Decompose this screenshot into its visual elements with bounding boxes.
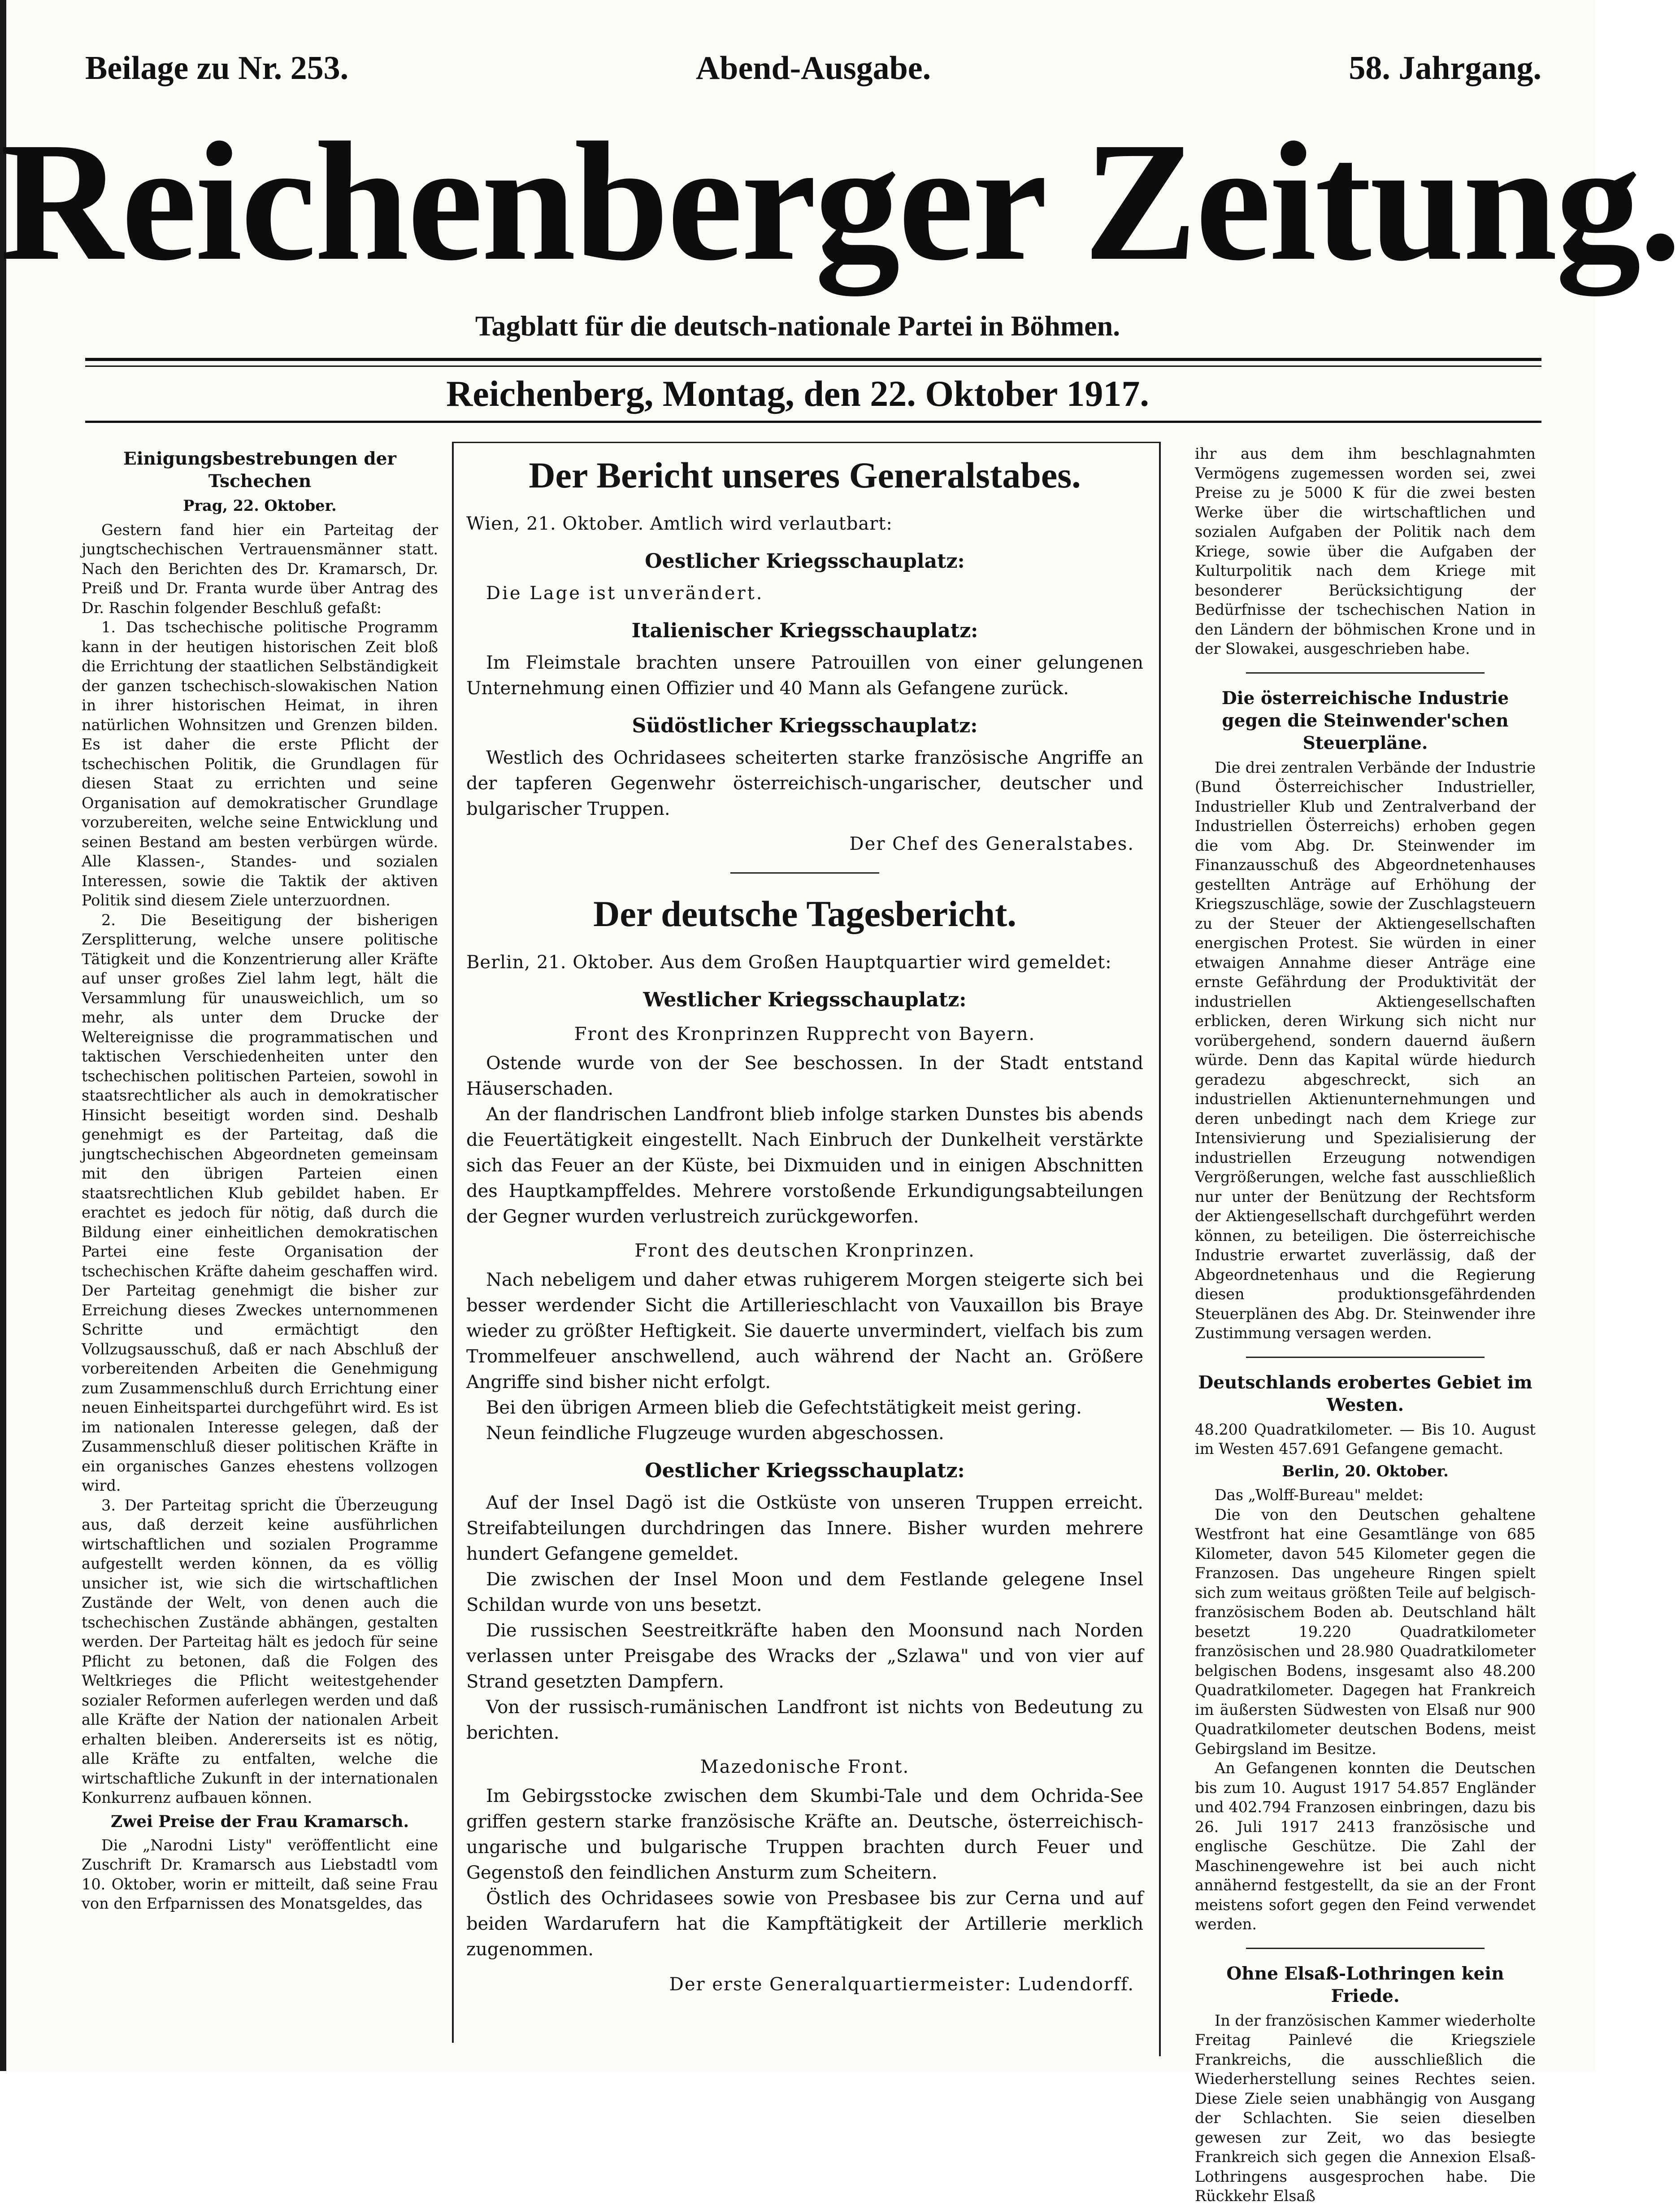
dateline: Reichenberg, Montag, den 22. Oktober 1917.	[446, 373, 1149, 414]
newspaper-title: Reichenberger Zeitung.	[0, 107, 1680, 296]
edition-label: Abend-Ausgabe.	[695, 50, 931, 87]
report-paragraph: Die russischen Seestreitkräfte haben den Moonsund nach Norden verlassen unter Preisgabe des Wracks der „Szlawa" und von vier auf Strand gesetzten Dampfern.	[466, 1620, 1143, 1692]
report-paragraph: Westlich des Ochridasees scheiterten starke französische Angriffe an der tapferen Gegenwehr österreichisch-ungarischer, deutscher und bulgarischer Truppen.	[466, 748, 1143, 819]
article-paragraph: In der französischen Kammer wiederholte Freitag Painlevé die Kriegsziele Frankreichs, die ausschließlich die Wiederherstellung seines Rechtes seien. Diese Ziele seien unabhängig von Ausgang der Schlachten. Sie seien dieselben gewesen zur Zeit, wo das besiegte Frankreich sich gegen die Annexion Elsaß-Lothringens ausgesprochen habe. Die Rückkehr Elsaß	[1195, 2011, 1536, 2205]
masthead-rule	[85, 365, 1541, 367]
article-headline: Deutschlands erobertes Gebiet im Westen.	[1198, 1372, 1532, 1415]
theater-heading: Westlicher Kriegsschauplatz:	[643, 988, 967, 1011]
front-heading: Front des Kronprinzen Rupprecht von Bayern.	[574, 1023, 1036, 1044]
report-paragraph: Die Lage ist unverändert.	[486, 583, 764, 604]
article-paragraph: Das „Wolff-Bureau" meldet:	[1215, 1486, 1424, 1504]
report-paragraph: Östlich des Ochridasees sowie von Presbasee bis zur Cerna und auf beiden Wardarufern hat die Kampftätigkeit der Artillerie merklich zugenommen.	[466, 1888, 1143, 1960]
report-dateline: Wien, 21. Oktober. Amtlich wird verlautbart:	[466, 513, 893, 534]
report-paragraph: Ostende wurde von der See beschossen. In der Stadt entstand Häuserschaden.	[466, 1053, 1143, 1099]
report-headline: Der Bericht unseres Generalstabes.	[529, 455, 1081, 496]
column-divider	[1159, 442, 1161, 2056]
theater-heading: Oestlicher Kriegsschauplatz:	[645, 1459, 965, 1482]
report-paragraph: Auf der Insel Dagö ist die Ostküste von unseren Truppen erreicht. Streifabteilungen durchdringen das Innere. Bisher wurden mehrere hundert Gefangene gemeldet.	[466, 1492, 1143, 1564]
volume-label: 58. Jahrgang.	[1349, 50, 1541, 87]
section-separator	[730, 872, 879, 874]
dateline-rule	[85, 421, 1541, 423]
center-box-rule	[454, 442, 1159, 443]
report-paragraph: Nach nebeligem und daher etwas ruhigerem Morgen steigerte sich bei besser werdender Sicht die Artillerieschlacht von Vauxaillon bis Braye wieder zu größter Heftigkeit. Sie dauerte unvermindert, vielfach bis zum Trommelfeuer anschwellend, auch während der Nacht an. Größere Angriffe sind bisher nicht erfolgt.	[466, 1269, 1143, 1392]
report-signature: Der Chef des Generalstabes.	[849, 834, 1134, 854]
theater-heading: Oestlicher Kriegsschauplatz:	[645, 550, 965, 573]
section-separator	[1246, 672, 1485, 674]
article-paragraph: Die drei zentralen Verbände der Industrie (Bund Österreichischer Industrieller, Industrieller Klub und Zentralverband der Industriellen Österreichs) erhoben gegen die vom Abg. Dr. Steinwender im Finanzausschuß des Abgeordnetenhauses gestellten Anträge auf Erhöhung der Kriegszuschläge, sowie der Zuschlagsteuern zu der Steuer der Aktiengesellschaften energischen Protest. Sie würden in einer etwaigen Annahme dieser Anträge eine ernste Gefährdung der Produktivität der industriellen Aktiengesellschaften erblicken, deren Wirkung sich nicht nur vorübergehend, sondern dauernd äußern würde. Denn das Kapital würde hiedurch geradezu abgeschreckt, sich an industriellen Aktienunternehmungen und deren unbedingt nach dem Kriege zur Intensivierung und Spezialisierung der industriellen Erzeugung notwendigen Vergrößerungen, welche fast ausschließlich nur unter der Benützung der Rechtsform der Aktiengesellschaft durchgeführt werden können, zu beteiligen. Die österreichische Industrie erwartet zuverlässig, daß der Abgeordnetenhaus und die Regierung diesen produktionsgefährdenden Steuerplänen des Abg. Dr. Steinwender ihre Zustimmung versagen werden.	[1195, 758, 1536, 1342]
masthead-rule	[85, 358, 1541, 361]
column-left	[82, 444, 438, 2041]
section-separator	[1246, 1948, 1485, 1949]
report-paragraph: Bei den übrigen Armeen blieb die Gefechtstätigkeit meist gering.	[486, 1397, 1082, 1418]
column-divider	[452, 442, 454, 2043]
article-headline: Zwei Preise der Frau Kramarsch.	[110, 1812, 409, 1831]
column-middle	[466, 444, 1143, 2005]
report-paragraph: Die zwischen der Insel Moon und dem Festlande gelegene Insel Schildan wurde von uns besetzt.	[466, 1569, 1143, 1615]
report-paragraph: Neun feindliche Flugzeuge wurden abgeschossen.	[486, 1423, 944, 1444]
theater-heading: Südöstlicher Kriegsschauplatz:	[632, 714, 978, 737]
article-headline: Einigungsbestrebungen der Tschechen	[123, 448, 396, 492]
article-lead: 48.200 Quadratkilometer. — Bis 10. August im Westen 457.691 Gefangene gemacht.	[1195, 1420, 1536, 1458]
masthead-topline	[85, 49, 1541, 99]
theater-heading: Italienischer Kriegsschauplatz:	[631, 619, 978, 642]
report-paragraph: Von der russisch-rumänischen Landfront ist nichts von Bedeutung zu berichten.	[466, 1697, 1143, 1743]
report-headline: Der deutsche Tagesbericht.	[593, 893, 1016, 934]
newspaper-subtitle: Tagblatt für die deutsch-nationale Partei in Böhmen.	[475, 310, 1120, 342]
report-paragraph: Im Gebirgsstocke zwischen dem Skumbi-Tale und dem Ochrida-See griffen gestern starke französische Kräfte an. Deutsche, österreichisch-ungarische und bulgarische Truppen brachten durch Feuer und Gegenstoß den feindlichen Ansturm zum Scheitern.	[466, 1785, 1143, 1883]
column-right	[1195, 444, 1536, 2205]
article-paragraph: An Gefangenen konnten die Deutschen bis zum 10. August 1917 54.857 Engländer und 402.794 Franzosen einbringen, dazu bis 26. Juli 1917 2413 französische und englische Geschütze. Die Zahl der Maschinengewehre ist bei auch nicht annähernd festgestellt, da sie an der Front meistens sofort gegen den Feind verwendet werden.	[1195, 1759, 1536, 1933]
report-paragraph: An der flandrischen Landfront blieb infolge starken Dunstes bis abends die Feuertätigkeit eingestellt. Nach Einbruch der Dunkelheit verstärkte sich das Feuer an der Küste, bei Dixmuiden und in einigen Abschnitten des Hauptkampffeldes. Mehrere vorstoßende Erkundigungsabteilungen der Gegner wurden verlustreich zurückgeworfen.	[466, 1104, 1143, 1227]
article-headline: Die österreichische Industrie gegen die Steinwender'schen Steuerpläne.	[1221, 687, 1509, 753]
article-paragraph: Die von den Deutschen gehaltene Westfront hat eine Gesamtlänge von 685 Kilometer, davon 545 Kilometer gegen die Franzosen. Das ungeheure Ringen spielt sich zum weitaus größten Teile auf belgisch-französischem Boden ab. Deutschland hält besetzt 19.220 Quadratkilometer französischen und 28.980 Quadratkilometer belgischen Bodens, insgesamt also 48.200 Quadratkilometer. Dagegen hat Frankreich im äußersten Südwesten von Elsaß nur 900 Quadratkilometer deutschen Bodens, meist Gebirgsland im Besitze.	[1195, 1505, 1536, 1758]
front-heading: Mazedonische Front.	[700, 1756, 910, 1777]
supplement-number: Beilage zu Nr. 253.	[85, 50, 349, 87]
article-dateline: Berlin, 20. Oktober.	[1282, 1462, 1449, 1480]
article-paragraph: ihr aus dem ihm beschlagnahmten Vermögens zugemessen worden sei, zwei Preise zu je 5000 K für die zwei besten Werke über die wirtschaftlichen und sozialen Aufgaben der Politik nach dem Kriege, sowie über die Aufgaben der Kulturpolitik nach dem Kriege mit besonderer Berücksichtigung der Bedürfnisse der tschechischen Nation in den Ländern der böhmischen Krone und in der Slowakei, ausgeschrieben habe.	[1195, 445, 1536, 657]
report-dateline: Berlin, 21. Oktober. Aus dem Großen Hauptquartier wird gemeldet:	[466, 952, 1112, 973]
report-signature: Der erste Generalquartiermeister: Ludendorff.	[669, 1974, 1134, 1995]
article-paragraph: 2. Die Beseitigung der bisherigen Zersplitterung, welche unsere politische Tätigkeit und die Konzentrierung aller Kräfte auf unser großes Ziel lahm legt, hält die Versammlung für unausweichlich, um so mehr, als unter dem Drucke der Weltereignisse die programmatischen und taktischen Verschiedenheiten unter den tschechischen politischen Parteien, sowohl in staatsrechtlicher als auch in demokratischer Hinsicht beseitigt worden sind. Deshalb genehmigt es der Parteitag, daß die jungtschechischen Abgeordneten gemeinsam mit den übrigen Parteien einen staatsrechtlichen Klub gebildet haben. Er erachtet es jedoch für nötig, daß durch die Bildung einer einheitlichen demokratischen Partei eine feste Organisation der tschechischen Kräfte daheim geschaffen wird. Der Parteitag genehmigt die bisher zur Erreichung dieses Zweckes unternommenen Schritte und ermächtigt den Vollzugsausschuß, daß er nach Abschluß der vorbereitenden Arbeiten die Genehmigung zum Zusammenschluß durch Errichtung einer neuen Einheitspartei durchgeführt wird. Es ist im nationalen Interesse gelegen, daß der Zusammenschluß dieser politischen Kräfte in ein organisches Ganzes ehestens vollzogen wird.	[82, 911, 438, 1494]
article-headline: Ohne Elsaß-Lothringen kein Friede.	[1226, 1963, 1504, 2006]
article-dateline: Prag, 22. Oktober.	[183, 497, 337, 514]
report-paragraph: Im Fleimstale brachten unsere Patrouillen von einer gelungenen Unternehmung einen Offizier und 40 Mann als Gefangene zurück.	[466, 653, 1143, 699]
article-paragraph: 3. Der Parteitag spricht die Überzeugung aus, daß derzeit keine ausführlichen wirtschaftlichen und sozialen Programme aufgestellt werden können, da es völlig unsicher ist, wie sich die wirtschaftlichen Zustände der Welt, von denen auch die tschechischen Zustände abhängen, gestalten werden. Der Parteitag hält es jedoch für seine Pflicht zu betonen, daß die Folgen des Weltkrieges die Pflicht weitestgehender sozialer Reformen auferlegen werden und daß alle Kräfte der Nation der nationalen Arbeit erhalten bleiben. Andererseits ist es nötig, alle Kräfte zu entfalten, welche die wirtschaftliche Zukunft in der internationalen Konkurrenz aufbauen können.	[82, 1496, 438, 1806]
article-paragraph: Gestern fand hier ein Parteitag der jungtschechischen Vertrauensmänner statt. Nach den Berichten des Dr. Kramarsch, Dr. Preiß und Dr. Franta wurde über Antrag des Dr. Raschin folgender Beschluß gefaßt:	[82, 521, 438, 617]
front-heading: Front des deutschen Kronprinzen.	[634, 1240, 975, 1261]
article-paragraph: Die „Narodni Listy" veröffentlicht eine Zuschrift Dr. Kramarsch aus Liebstadtl vom 10. Oktober, worin er mitteilt, daß seine Frau von den Erfparnissen des Monatsgeldes, das	[82, 1836, 438, 1912]
article-paragraph: 1. Das tschechische politische Programm kann in der heutigen historischen Zeit bloß die Errichtung der staatlichen Selbständigkeit der ganzen tschechisch-slowakischen Nation in ihrer historischen Heimat, in ihren natürlichen Wohnsitzen und Grenzen bilden. Es ist daher die erste Pflicht der tschechischen Politik, die Grundlagen für diesen Staat zu errichten und seine Organisation auf demokratischer Grundlage vorzubereiten, welche seine Entwicklung und seinen Bestand am besten verbürgen würde. Alle Klassen-, Standes- und sozialen Interessen, sowie die Taktik der aktiven Politik sind diesem Ziele unterzuordnen.	[82, 618, 438, 909]
section-separator	[1246, 1357, 1485, 1358]
